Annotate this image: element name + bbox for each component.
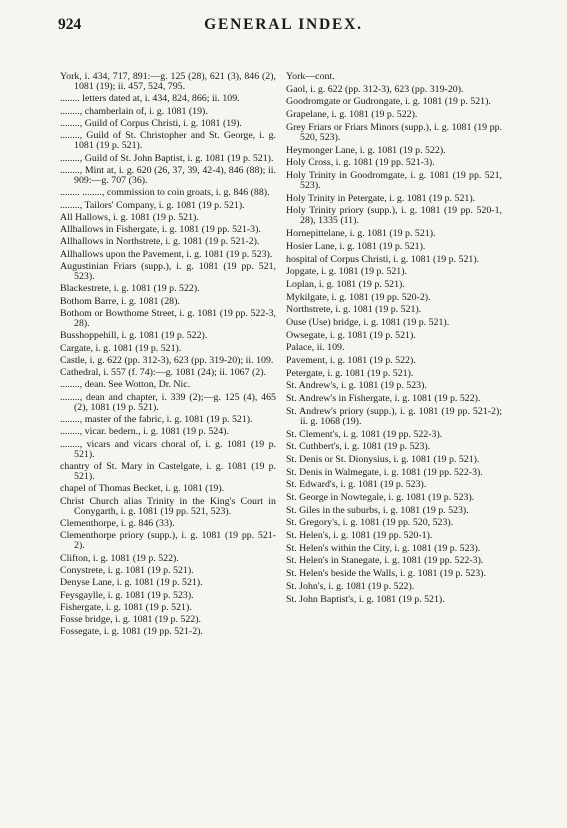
index-entry: ........, vicars and vicars choral of, i. g. 1081 (19 p. 521).	[60, 438, 276, 460]
index-column-right	[286, 72, 502, 607]
index-entry: ........, dean and chapter, i. 339 (2);—g. 125 (4), 465 (2), 1081 (19 p. 521).	[60, 391, 276, 413]
index-entry: Palace, ii. 109.	[286, 342, 345, 354]
index-entry: Christ Church alias Trinity in the King's Court in Conygarth, i. g. 1081 (19 pp. 521, 523).	[60, 495, 276, 517]
index-entry: Allhallows in Northstrete, i. g. 1081 (19 p. 521-2).	[60, 236, 260, 248]
index-entry: Bothom or Bowthome Street, i. g. 1081 (19 pp. 522-3, 28).	[60, 307, 276, 329]
index-entry: St. Giles in the suburbs, i. g. 1081 (19 p. 523).	[286, 504, 469, 516]
index-entry: chantry of St. Mary in Castelgate, i. g. 1081 (19 p. 521).	[60, 460, 276, 483]
index-entry: ........, chamberlain of, i. g. 1081 (19).	[60, 105, 208, 117]
index-entry: St. Edward's, i. g. 1081 (19 p. 523).	[286, 479, 427, 491]
index-entry: St. Helen's, i. g. 1081 (19 pp. 520-1).	[286, 530, 433, 542]
index-entry: ........, dean. See Wotton, Dr. Nic.	[60, 379, 191, 391]
index-entry: ........ letters dated at, i. 434, 824, 866; ii. 109.	[60, 93, 240, 105]
index-entry: Fossegate, i. g. 1081 (19 pp. 521-2).	[60, 626, 203, 638]
index-entry: Blackestrete, i. g. 1081 (19 p. 522).	[60, 283, 200, 295]
index-entry: Heymonger Lane, i. g. 1081 (19 p. 522).	[286, 144, 446, 156]
index-entry: Allhallows upon the Pavement, i. g. 1081 (19 p. 523).	[60, 248, 273, 260]
index-entry: Feysgaylle, i. g. 1081 (19 p. 523).	[60, 589, 194, 601]
index-entry: chapel of Thomas Becket, i. g. 1081 (19).	[60, 483, 225, 495]
index-entry: Clementhorpe, i. g. 846 (33).	[60, 518, 175, 529]
index-entry: St. George in Nowtegale, i. g. 1081 (19 p. 523).	[286, 492, 475, 503]
index-entry: ........, Guild of St. Christopher and St. George, i. g. 1081 (19 p. 521).	[60, 130, 276, 152]
index-entry: St. Denis in Walmegate, i. g. 1081 (19 pp. 522-3).	[286, 466, 483, 478]
index-entry: Fishergate, i. g. 1081 (19 p. 521).	[60, 601, 192, 613]
index-entry: Mykilgate, i. g. 1081 (19 pp. 520-2).	[286, 291, 431, 303]
index-entry: Loplan, i. g. 1081 (19 p. 521).	[286, 278, 405, 290]
index-entry: Clifton, i. g. 1081 (19 p. 522).	[60, 552, 179, 564]
index-entry: hospital of Corpus Christi, i. g. 1081 (19 p. 521).	[286, 253, 480, 265]
index-entry: Cathedral, i. 557 (f. 74):—g. 1081 (24); ii. 1067 (2).	[60, 367, 266, 379]
index-entry: Holy Trinity in Goodromgate, i. g. 1081 (19 pp. 521, 523).	[286, 169, 502, 191]
index-entry: Augustinian Friars (supp.), i. g. 1081 (19 pp. 521, 523).	[60, 260, 276, 283]
index-entry: Grey Friars or Friars Minors (supp.), i. g. 1081 (19 pp. 520, 523).	[286, 121, 502, 143]
index-entry: St. Helen's beside the Walls, i. g. 1081 (19 p. 523).	[286, 568, 486, 580]
index-entry: Cargate, i. g. 1081 (19 p. 521).	[60, 342, 182, 354]
index-entry: St. Helen's in Stanegate, i. g. 1081 (19 pp. 522-3).	[286, 555, 484, 567]
index-entry: Allhallows in Fishergate, i. g. 1081 (19 pp. 521-3).	[60, 224, 261, 236]
index-entry: ........, master of the fabric, i. g. 1081 (19 p. 521).	[60, 414, 253, 426]
index-entry: Gaol, i. g. 622 (pp. 312-3), 623 (pp. 319-20).	[286, 83, 464, 95]
index-entry: Holy Trinity in Petergate, i. g. 1081 (19 p. 521).	[286, 192, 476, 204]
index-entry: St. Clement's, i. g. 1081 (19 pp. 522-3).	[286, 428, 443, 440]
index-entry: St. Helen's within the City, i. g. 1081 (19 p. 523).	[286, 542, 481, 554]
index-entry: St. John Baptist's, i. g. 1081 (19 p. 521).	[286, 593, 445, 605]
index-entry: St. Andrew's, i. g. 1081 (19 p. 523).	[286, 380, 427, 392]
index-entry: Busshoppehill, i. g. 1081 (19 p. 522).	[60, 330, 208, 342]
index-entry: ........, Guild of St. John Baptist, i. g. 1081 (19 p. 521).	[60, 152, 274, 164]
index-entry: Holy Trinity priory (supp.), i. g. 1081 (19 pp. 520-1, 28), 1335 (11).	[286, 205, 502, 227]
page-number: 924	[58, 16, 82, 33]
index-entry: St. Andrew's priory (supp.), i. g. 1081 (19 pp. 521-2); ii. g. 1068 (19).	[286, 405, 502, 427]
index-entry: Conystrete, i. g. 1081 (19 p. 521).	[60, 564, 194, 576]
index-entry: St. Denis or St. Dionysius, i. g. 1081 (19 p. 521).	[286, 453, 480, 465]
index-entry: Fosse bridge, i. g. 1081 (19 p. 522).	[60, 614, 201, 626]
index-entry: All Hallows, i. g. 1081 (19 p. 521).	[60, 211, 199, 223]
index-entry: Ouse (Use) bridge, i. g. 1081 (19 p. 521).	[286, 316, 450, 328]
index-entry: St. John's, i. g. 1081 (19 p. 522).	[286, 580, 415, 592]
index-entry: ........, Guild of Corpus Christi, i. g. 1081 (19).	[60, 117, 242, 129]
page-header	[0, 14, 567, 40]
index-entry: St. Andrew's in Fishergate, i. g. 1081 (19 p. 522).	[286, 393, 481, 405]
index-entry: ........ ........, commission to coin groats, i. g. 846 (88).	[60, 187, 270, 199]
index-entry: Goodromgate or Gudrongate, i. g. 1081 (19 p. 521).	[286, 96, 491, 108]
index-entry: Owsegate, i. g. 1081 (19 p. 521).	[286, 329, 416, 341]
index-entry: ........, vicar. bedern., i. g. 1081 (19 p. 524).	[60, 426, 229, 438]
index-entry: Jopgate, i. g. 1081 (19 p. 521).	[286, 266, 407, 278]
index-entry: Bothom Barre, i. g. 1081 (28).	[60, 295, 180, 307]
index-entry: Petergate, i. g. 1081 (19 p. 521).	[286, 367, 414, 379]
index-entry: Northstrete, i. g. 1081 (19 p. 521).	[286, 304, 422, 316]
index-entry: Denyse Lane, i. g. 1081 (19 p. 521).	[60, 577, 203, 589]
index-entry: York—cont.	[286, 71, 335, 82]
index-entry: Clementhorpe priory (supp.), i. g. 1081 (19 pp. 521-2).	[60, 530, 276, 552]
index-entry: St. Gregory's, i. g. 1081 (19 pp. 520, 523).	[286, 517, 454, 529]
index-entry: St. Cuthbert's, i. g. 1081 (19 p. 523).	[286, 441, 431, 453]
index-entry: York, i. 434, 717, 891:—g. 125 (28), 621 (3), 846 (2), 1081 (19); ii. 457, 524, 795.	[60, 71, 276, 93]
index-entry: Holy Cross, i. g. 1081 (19 pp. 521-3).	[286, 157, 435, 169]
index-entry: Pavement, i. g. 1081 (19 p. 522).	[286, 355, 416, 367]
index-column-left	[60, 72, 276, 640]
running-title: GENERAL INDEX.	[204, 16, 363, 33]
index-entry: Hornepittelane, i. g. 1081 (19 p. 521).	[286, 228, 436, 240]
index-entry: ........, Tailors' Company, i. g. 1081 (19 p. 521).	[60, 199, 245, 211]
index-entry: ........, Mint at, i. g. 620 (26, 37, 39, 42-4), 846 (88); ii. 909:—g. 707 (36).	[60, 164, 276, 186]
index-entry: Hosier Lane, i. g. 1081 (19 p. 521).	[286, 240, 426, 252]
index-entry: Grapelane, i. g. 1081 (19 p. 522).	[286, 109, 418, 121]
index-entry: Castle, i. g. 622 (pp. 312-3), 623 (pp. 319-20); ii. 109.	[60, 354, 274, 366]
